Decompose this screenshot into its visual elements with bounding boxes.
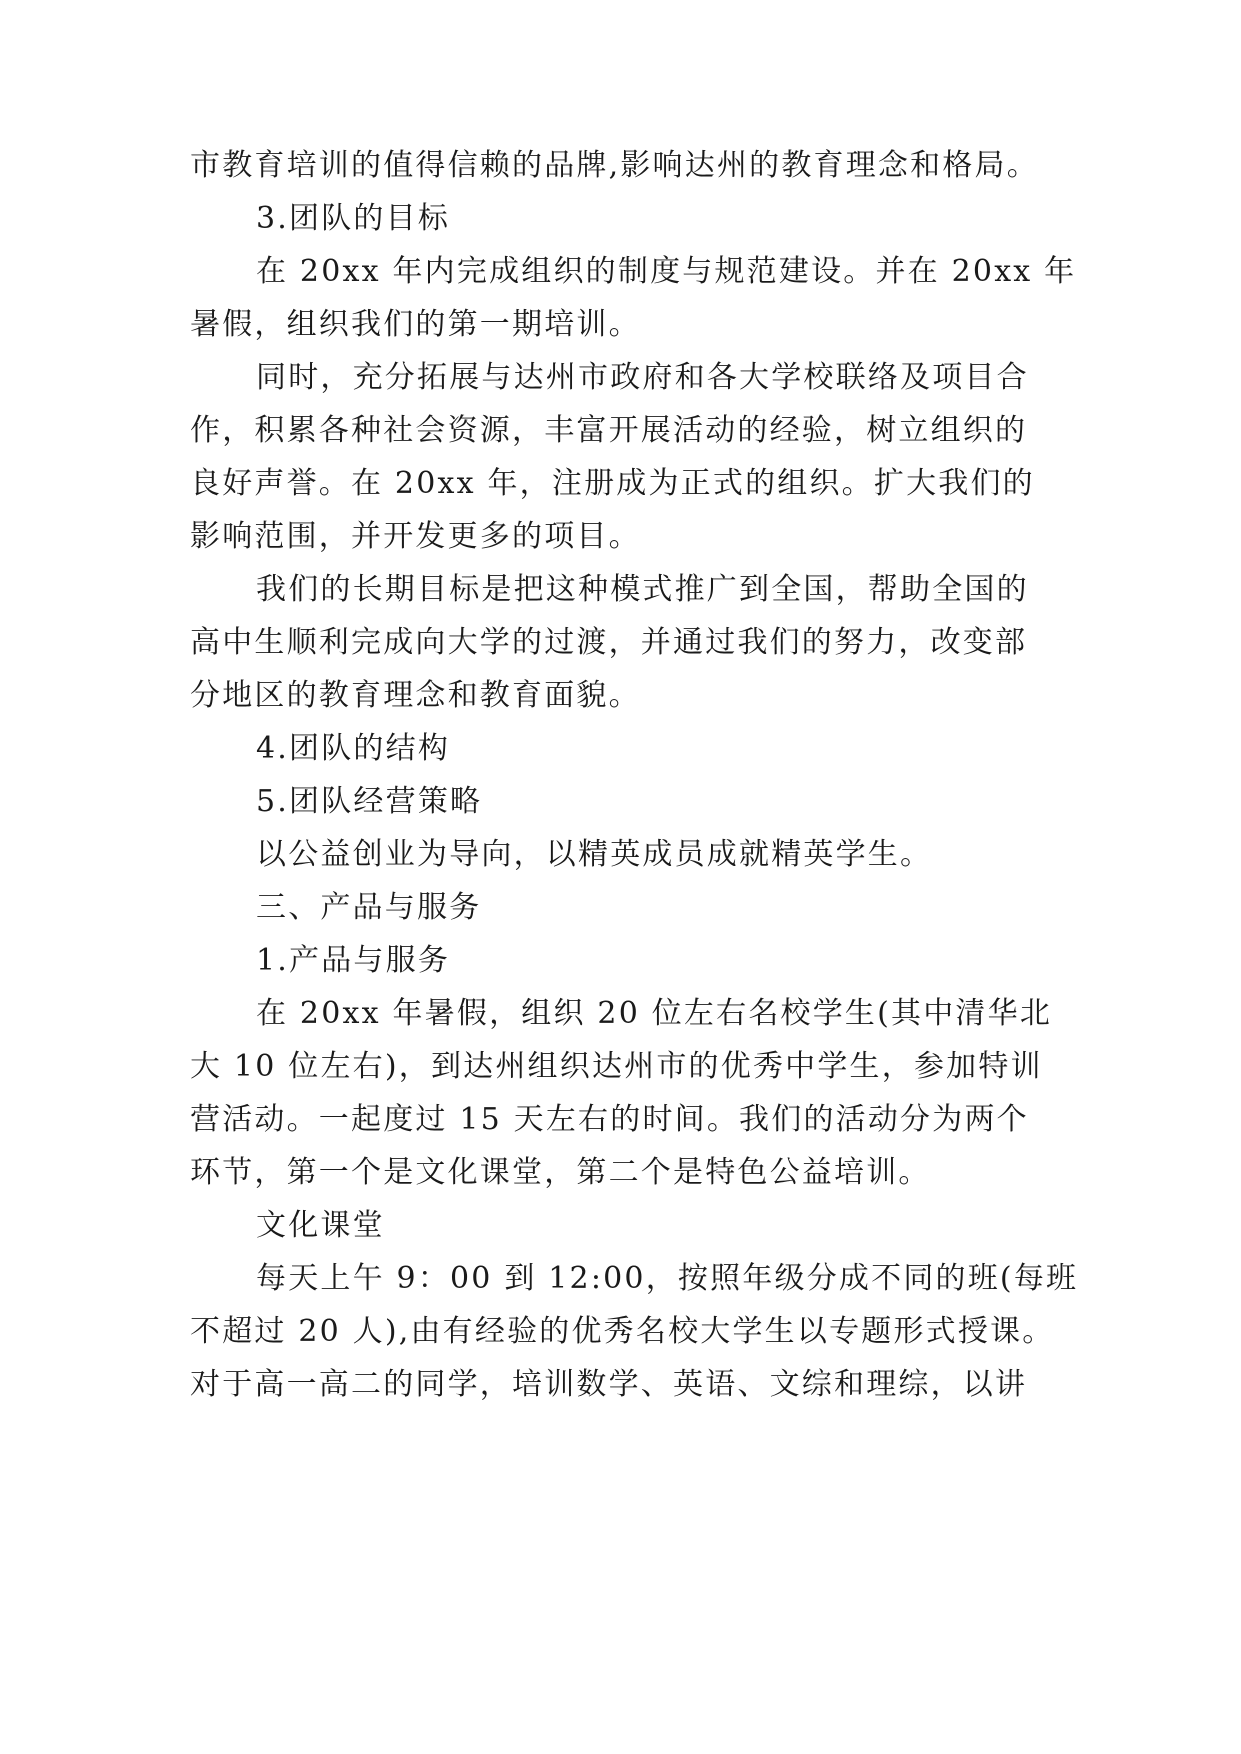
text-line: 在 20xx 年暑假，组织 20 位左右名校学生(其中清华北 [256, 996, 1053, 1031]
text-line: 暑假，组织我们的第一期培训。 [190, 307, 641, 342]
text-line: 对于高一高二的同学，培训数学、英语、文综和理综，以讲 [190, 1367, 1028, 1402]
text-line: 环节，第一个是文化课堂，第二个是特色公益培训。 [190, 1155, 931, 1190]
section-heading: 1.产品与服务 [256, 943, 451, 978]
text-line: 作，积累各种社会资源，丰富开展活动的经验，树立组织的 [190, 413, 1028, 448]
text-line: 市教育培训的值得信赖的品牌,影响达州的教育理念和格局。 [190, 148, 1039, 183]
text-line: 以公益创业为导向，以精英成员成就精英学生。 [256, 837, 933, 872]
section-heading: 文化课堂 [256, 1208, 385, 1243]
text-line: 影响范围，并开发更多的项目。 [190, 519, 641, 554]
text-line: 营活动。一起度过 15 天左右的时间。我们的活动分为两个 [190, 1102, 1029, 1137]
text-line: 我们的长期目标是把这种模式推广到全国，帮助全国的 [256, 572, 1029, 607]
text-line: 大 10 位左右)，到达州组织达州市的优秀中学生，参加特训 [190, 1049, 1043, 1084]
text-line: 分地区的教育理念和教育面貌。 [190, 678, 641, 713]
text-line: 在 20xx 年内完成组织的制度与规范建设。并在 20xx 年 [256, 254, 1077, 289]
section-heading: 三、产品与服务 [256, 890, 482, 925]
text-line: 每天上午 9：00 到 12:00，按照年级分成不同的班(每班 [256, 1261, 1079, 1296]
section-heading: 5.团队经营策略 [256, 784, 483, 819]
text-line: 同时，充分拓展与达州市政府和各大学校联络及项目合 [256, 360, 1029, 395]
text-line: 高中生顺利完成向大学的过渡，并通过我们的努力，改变部 [190, 625, 1028, 660]
text-line: 不超过 20 人),由有经验的优秀名校大学生以专题形式授课。 [190, 1314, 1055, 1349]
text-line: 良好声誉。在 20xx 年，注册成为正式的组织。扩大我们的 [190, 466, 1035, 501]
section-heading: 3.团队的目标 [256, 201, 451, 236]
section-heading: 4.团队的结构 [256, 731, 451, 766]
